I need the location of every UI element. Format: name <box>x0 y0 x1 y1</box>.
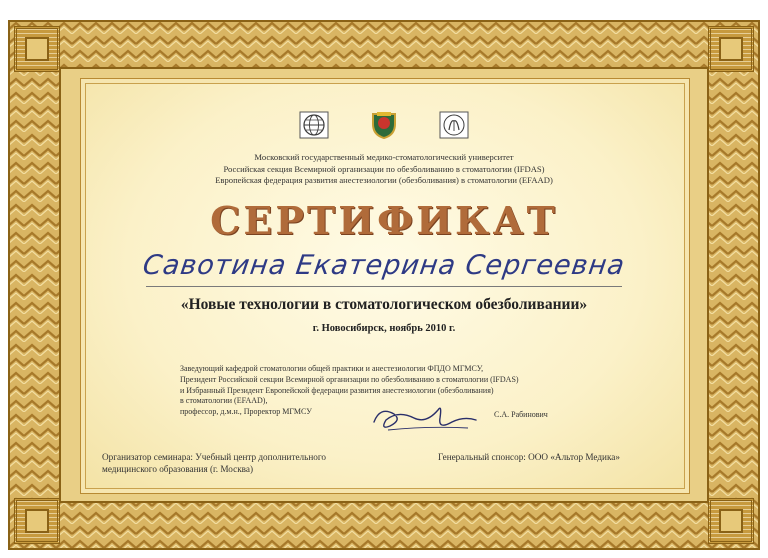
organizer-line: Организатор семинара: Учебный центр дополнительного <box>102 452 326 462</box>
signatory-line: Президент Российской секции Всемирной организации по обезболиванию в стоматологии (IFDAS) <box>180 374 519 384</box>
organizer-line: медицинского образования (г. Москва) <box>102 463 254 474</box>
frame-corner-ornament <box>14 498 60 544</box>
frame-corner-ornament <box>14 26 60 72</box>
frame-corner-ornament <box>708 498 754 544</box>
globe-emblem-icon <box>298 110 330 140</box>
organizer-info <box>102 452 412 475</box>
general-sponsor: Генеральный спонсор: ООО «Альтор Медика» <box>438 452 620 462</box>
signatory-line: профессор, д.м.н., Проректор МГМСУ <box>180 407 312 417</box>
university-crest-icon <box>368 110 400 140</box>
logo-row <box>0 110 768 140</box>
signatory-line: в стоматологии (EFAAD), <box>180 396 268 406</box>
issuer-organizations <box>0 152 768 187</box>
issuer-line: Московский государственный медико-стоматологический университет <box>254 152 514 162</box>
handwritten-signature <box>368 400 480 436</box>
issuer-line: Европейская федерация развития анестезиологии (обезболивания) в стоматологии (EFAAD) <box>215 175 553 185</box>
efaad-emblem-icon <box>438 110 470 140</box>
frame-corner-ornament <box>708 26 754 72</box>
name-underline <box>146 286 622 287</box>
issuer-line: Российская секция Всемирной организации по обезболиванию в стоматологии (IFDAS) <box>223 163 545 174</box>
certificate-title: СЕРТИФИКАТ <box>210 198 558 243</box>
signatory-name: С.А. Рабинович <box>494 410 548 419</box>
signatory-line: и Избранный Президент Европейской федерации развития анестезиологии (обезболивания) <box>180 385 494 395</box>
course-title: «Новые технологии в стоматологическом обезболивании» <box>180 296 588 313</box>
recipient-name: Савотина Екатерина Сергеевна <box>140 250 628 281</box>
place-and-date: г. Новосибирск, ноябрь 2010 г. <box>312 323 456 334</box>
signatory-line: Заведующий кафедрой стоматологии общей практики и анестезиологии ФПДО МГМСУ, <box>180 364 484 373</box>
